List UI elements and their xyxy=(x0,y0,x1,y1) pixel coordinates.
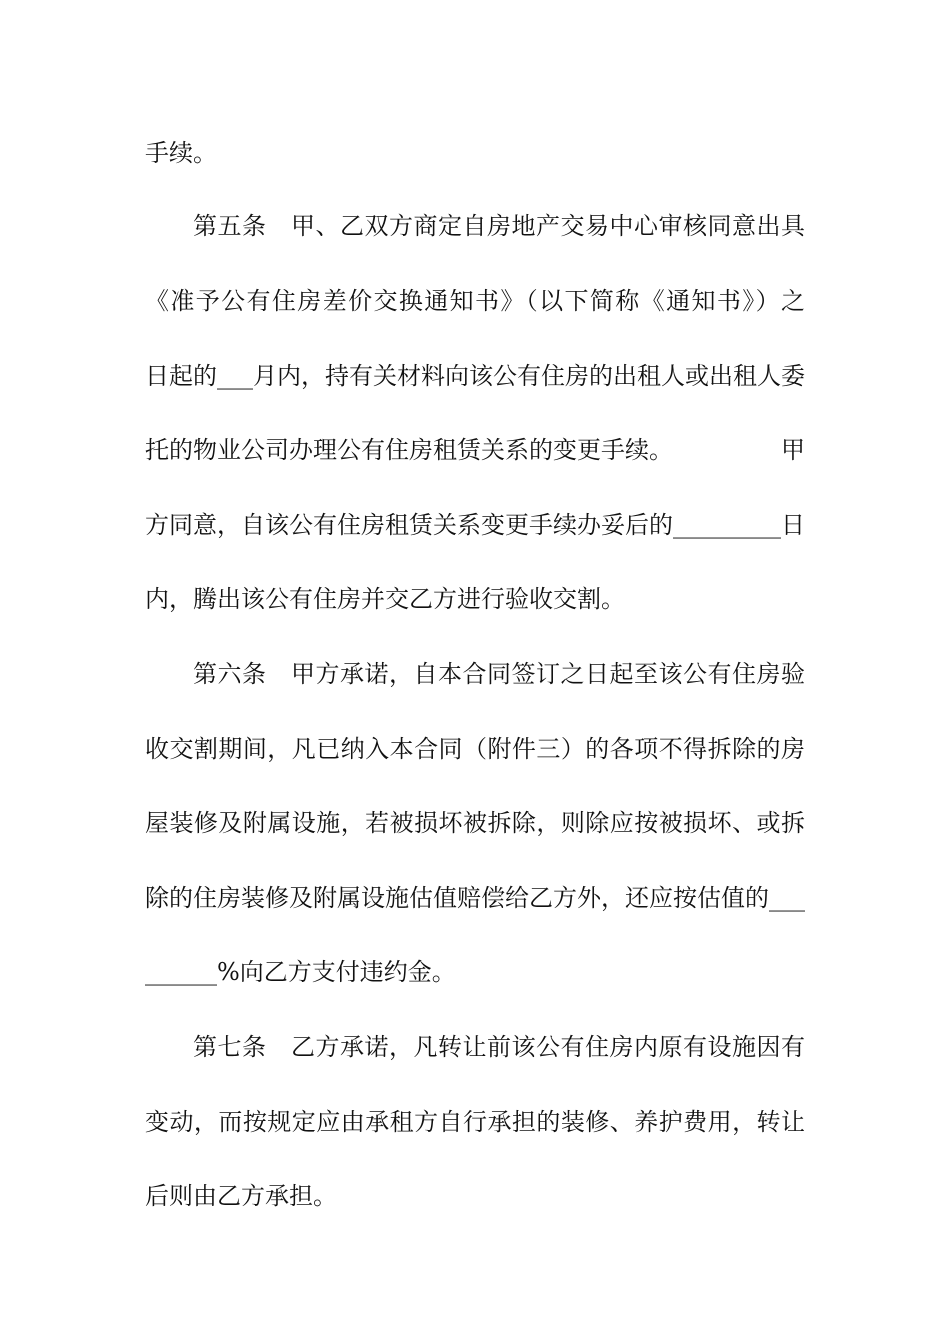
article-7-line-2: 变动，而按规定应由承租方自行承担的装修、养护费用，转让 xyxy=(145,1108,805,1136)
article-5-line-2: 《准予公有住房差价交换通知书》（以下简称《通知书》）之 xyxy=(145,287,805,315)
article-6-line-4: 除的住房装修及附属设施估值赔偿给乙方外，还应按估值的___ xyxy=(145,884,805,912)
article-5-line-4: 托的物业公司办理公有住房租赁关系的变更手续。 甲 xyxy=(145,436,805,464)
article-5-line-6: 内，腾出该公有住房并交乙方进行验收交割。 xyxy=(145,585,625,613)
article-6-line-3: 屋装修及附属设施，若被损坏被拆除，则除应按被损坏、或拆 xyxy=(145,809,805,837)
text-line-1: 手续。 xyxy=(145,139,217,167)
article-7-line-1: 第七条 乙方承诺，凡转让前该公有住房内原有设施因有 xyxy=(193,1033,805,1061)
article-5-line-3: 日起的___月内，持有关材料向该公有住房的出租人或出租人委 xyxy=(145,362,805,390)
article-6-line-2: 收交割期间，凡已纳入本合同（附件三）的各项不得拆除的房 xyxy=(145,735,805,763)
article-5-line-5: 方同意，自该公有住房租赁关系变更手续办妥后的_________日 xyxy=(145,511,805,539)
article-7-line-3: 后则由乙方承担。 xyxy=(145,1182,337,1210)
article-6-line-1: 第六条 甲方承诺，自本合同签订之日起至该公有住房验 xyxy=(193,660,805,688)
article-5-line-1: 第五条 甲、乙双方商定自房地产交易中心审核同意出具 xyxy=(193,212,805,240)
article-6-line-5: ______%向乙方支付违约金。 xyxy=(145,958,456,986)
